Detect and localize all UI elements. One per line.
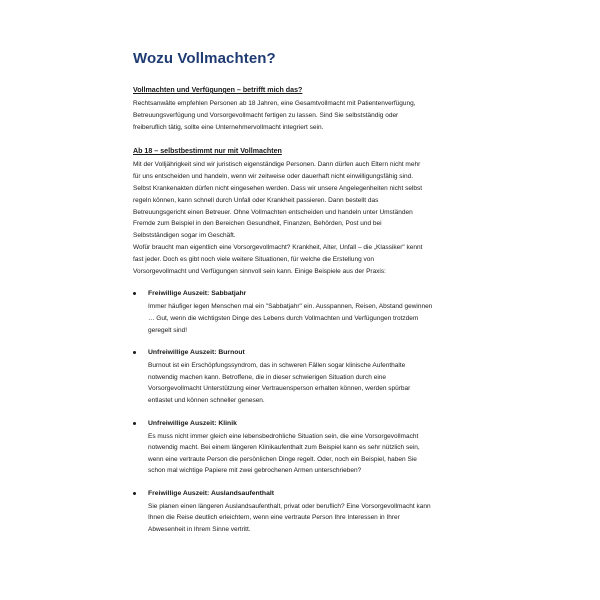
text-line: notwendig machen kann. Betroffene, die in dieser schwierigen Situation durch eine — [148, 373, 387, 381]
text-line: freiberuflich tätig, sollte eine Unternehmervollmacht integriert sein. — [133, 123, 324, 131]
text-line: für uns entscheiden und handeln, wenn wir zeitweise oder dauerhaft nicht einwilligungsfähig sind. — [133, 173, 414, 181]
section-spacer — [133, 133, 473, 146]
text-line: Es muss nicht immer gleich eine lebensbedrohliche Situation sein, die eine Vorsorgevollmacht — [148, 432, 419, 440]
bullet-icon — [133, 351, 136, 354]
list-item — [133, 419, 473, 477]
text-line: Vorsorgevollmacht Unterstützung einer Vertrauensperson erhalten können, werden spürbar — [148, 385, 411, 393]
section-heading: Vollmachten und Verfügungen – betrifft mich das? — [133, 86, 303, 94]
text-line: wenn eine vertraute Person die persönlichen Dinge regelt. Oder, noch ein Beispiel, haben Sie — [148, 455, 417, 463]
document-title: Wozu Vollmachten? — [133, 50, 276, 67]
text-line: Mit der Volljährigkeit sind wir juristisch eigenständige Personen. Dann dürfen auch Eltern nicht mehr — [133, 161, 421, 169]
text-line: Burnout ist ein Erschöpfungssyndrom, das in schweren Fällen sogar klinische Aufenthalte — [148, 362, 406, 370]
text-line: Vorsorgevollmacht und Verfügungen sinnvoll sein kann. Einige Beispiele aus der Praxis: — [133, 267, 386, 275]
bullet-icon — [133, 292, 136, 295]
text-line: fast jeder. Doch es gibt noch viele weitere Situationen, für welche die Erstellung von — [133, 255, 374, 263]
list-item-text — [148, 431, 473, 477]
text-line: regeln können, kann schnell durch Unfall oder Krankheit passieren. Dann bestellt das — [133, 196, 379, 204]
list-item — [133, 289, 473, 336]
text-line: entlastet und können schneller genesen. — [148, 396, 265, 404]
text-line: geregelt sind! — [148, 326, 188, 334]
text-line: schon mal wichtige Papiere mit zwei gebrochenen Armen unterschrieben? — [148, 467, 362, 475]
text-line: Immer häufiger legen Menschen mal ein "Sabbatjahr" ein. Ausspannen, Reisen, Abstand gewinnen — [148, 303, 433, 311]
section-heading: Ab 18 – selbstbestimmt nur mit Vollmachten — [133, 147, 282, 156]
text-line: … Gut, wenn die wichtigsten Dinge des Lebens durch Vollmachten und Verfügungen trotzdem — [148, 314, 419, 322]
list-item-heading: Freiwillige Auszeit: Sabbatjahr — [148, 290, 247, 298]
text-line: Sie planen einen längeren Auslandsaufenthalt, privat oder beruflich? Eine Vorsorgevollmacht kann — [148, 502, 431, 510]
text-line: Rechtsanwälte empfehlen Personen ab 18 Jahren, eine Gesamtvollmacht mit Patientenverfügung, — [133, 100, 416, 107]
text-line: Betreuungsgericht einen Betreuer. Ohne Vollmachten entscheiden und handeln unter Umständen — [133, 208, 413, 216]
text-line: Betreuungsverfügung und Vorsorgevollmacht fertigen zu lassen. Sind Sie selbstständig oder — [133, 111, 399, 119]
bullet-icon — [133, 492, 136, 495]
list-item-text — [148, 360, 473, 406]
examples-list — [133, 289, 473, 535]
bullet-icon — [133, 422, 136, 425]
list-item — [133, 348, 473, 406]
list-item-heading: Unfreiwillige Auszeit: Burnout — [148, 349, 245, 357]
document-page — [133, 50, 473, 548]
section-paragraph — [133, 98, 473, 133]
section-ab-18 — [133, 146, 473, 277]
list-item — [133, 489, 473, 536]
text-line: Wofür braucht man eigentlich eine Vorsorgevollmacht? Krankheit, Alter, Unfall – die „Klassiker" kennt — [133, 243, 423, 251]
text-line: Selbst Krankenakten dürfen nicht eingesehen werden. Dass wir unsere Angelegenheiten nicht selbst — [133, 184, 423, 192]
list-item-heading: Unfreiwillige Auszeit: Klinik — [148, 419, 237, 427]
section-paragraph — [133, 159, 473, 277]
section-betrifft-mich-das — [133, 85, 473, 133]
text-line: Ihnen die Reise deutlich erleichtern, wenn eine vertraute Person Ihre Interessen in Ihrer — [148, 514, 400, 522]
text-line: Abwesenheit in Ihrem Sinne vertritt. — [148, 526, 251, 534]
list-item-text — [148, 301, 473, 336]
text-line: notwendig macht. Bei einem längeren Klinikaufenthalt zum Beispiel kann es sehr nützlich sein, — [148, 444, 420, 452]
list-item-heading: Freiwillige Auszeit: Auslandsaufenthalt — [148, 489, 275, 497]
text-line: Selbstständigen sogar im Geschäft. — [133, 232, 236, 240]
text-line: Fremde zum Beispiel in den Bereichen Gesundheit, Finanzen, Behörden, Post und bei — [133, 220, 382, 228]
list-item-text — [148, 501, 473, 536]
